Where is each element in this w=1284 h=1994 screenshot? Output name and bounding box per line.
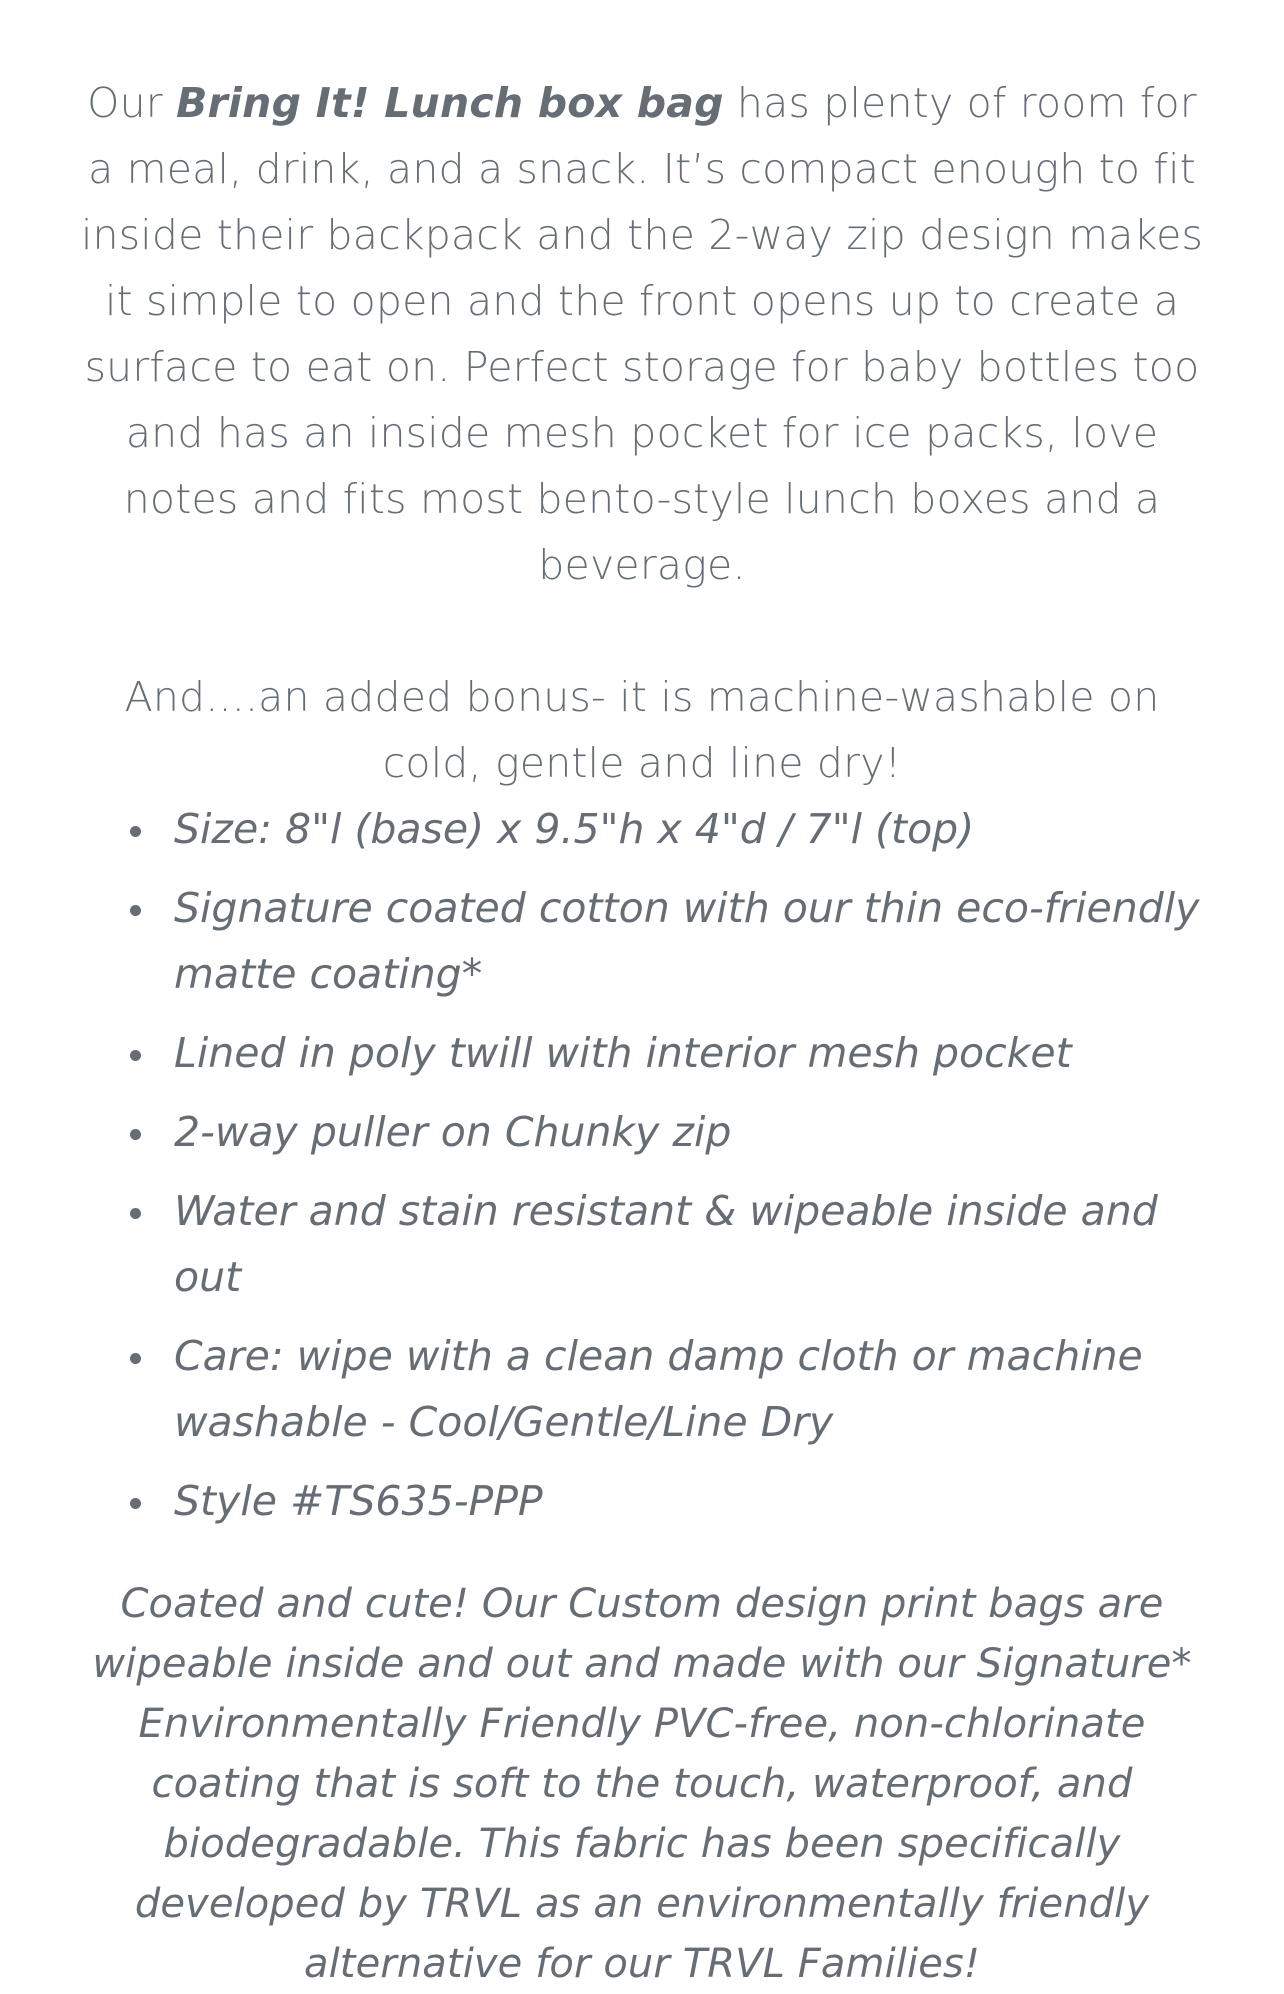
bonus-paragraph: And....an added bonus- it is machine-washable on cold, gentle and line dry!: [124, 673, 1160, 787]
feature-style: Style #TS635-PPP: [174, 1468, 1208, 1534]
intro-body: has plenty of room for a meal, drink, and a snack. It’s compact enough to fit inside their backpack and the 2-way zip design makes it simple to open and the front opens up to create a surface to eat on. Perfect storage for baby bottles too and has an inside mesh pocket for ice packs, love notes and fits most bento-style lunch boxes and a beverage.: [80, 79, 1204, 589]
intro-prefix: Our: [87, 79, 177, 127]
feature-size: Size: 8"l (base) x 9.5"h x 4"d / 7"l (top): [174, 796, 1208, 862]
intro-paragraph: [76, 70, 1208, 598]
closing-paragraph: Coated and cute! Our Custom design print bags are wipeable inside and out and made with our Signature* Environmentally Friendly PVC-free, non-chlorinate coating that is soft to the touch, waterproof, and biodegradable. This fabric has been specifically developed by TRVL as an environmentally friendly alternative for our TRVL Families!: [92, 1581, 1192, 1987]
feature-material: Signature coated cotton with our thin eco-friendly matte coating*: [174, 875, 1208, 1007]
feature-care: Care: wipe with a clean damp cloth or machine washable - Cool/Gentle/Line Dry: [174, 1323, 1208, 1455]
feature-lining: Lined in poly twill with interior mesh pocket: [174, 1020, 1208, 1086]
feature-resistance: Water and stain resistant & wipeable inside and out: [174, 1178, 1208, 1310]
product-name: Bring It! Lunch box bag: [176, 79, 724, 127]
feature-list: [76, 796, 1208, 1534]
feature-zip: 2-way puller on Chunky zip: [174, 1099, 1208, 1165]
